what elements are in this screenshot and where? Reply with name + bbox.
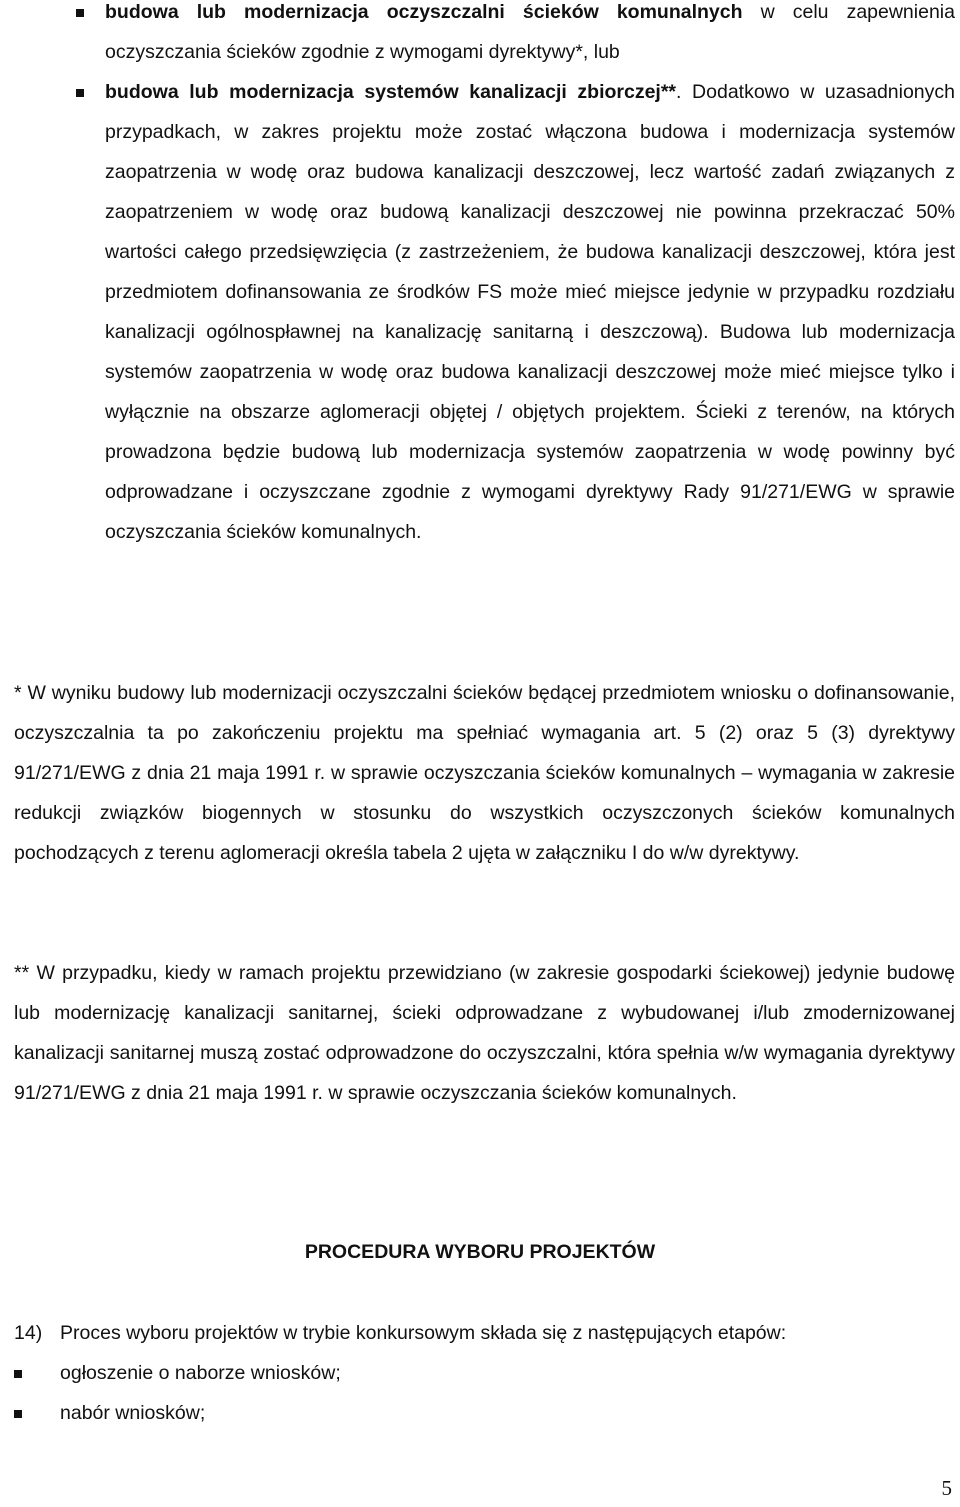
footnote-double-asterisk: ** W przypadku, kiedy w ramach projektu przewidziano (w zakresie gospodarki ściekowej) jedynie budowę lub modernizację kanalizacji sanitarnej, ścieki odprowadzane z wybudowanej i/lub zmodernizowanej kanalizacji sanitarnej muszą zostać odprowadzone do oczyszczalni, która spełnia w/w wymagania dyrektywy 91/271/EWG z dnia 21 maja 1991 r. w sprawie oczyszczania ścieków komunalnych. — [14, 962, 955, 1104]
stage-item-2: nabór wniosków; — [60, 1402, 206, 1424]
bullet-item-2-text: . Dodatkowo w uzasadnionych przypadkach, w zakres projektu może zostać włączona budowa i modernizacja systemów zaopatrzenia w wodę oraz budowa kanalizacji deszczowej, lecz wartość zadań związanych z zaopatrzeniem w wodę oraz budową kanalizacji deszczowej nie powinna przekraczać 50% wartości całego przedsięwzięcia (z zastrzeżeniem, że budowa kanalizacji deszczowej, która jest przedmiotem dofinansowania ze środków FS może mieć miejsce jedynie w przypadku rozdziału kanalizacji ogólnospławnej na kanalizację sanitarną i deszczową). Budowa lub modernizacja systemów zaopatrzenia w wodę oraz budowa kanalizacji deszczowej może mieć miejsce tylko i wyłącznie na obszarze aglomeracji objętej / objętych projektem. Ścieki z terenów, na których prowadzona będzie budową lub modernizacja systemów zaopatrzenia w wodę powinny być odprowadzane i oczyszczane zgodnie z wymogami dyrektywy Rady 91/271/EWG w sprawie oczyszczania ścieków komunalnych. — [105, 81, 956, 543]
page-number: 5 — [941, 1476, 952, 1500]
point-14-number: 14) — [14, 1322, 43, 1344]
bullet-item-1-bold: budowa lub modernizacja oczyszczalni ścieków komunalnych — [105, 1, 743, 23]
section-heading: PROCEDURA WYBORU PROJEKTÓW — [304, 1241, 656, 1263]
bullet-item-1-text: w celu zapewnienia oczyszczania ścieków zgodnie z wymogami dyrektywy*, lub — [105, 1, 955, 63]
bullet-item-1 — [105, 0, 955, 72]
point-14-text: Proces wyboru projektów w trybie konkursowym składa się z następujących etapów: — [60, 1322, 787, 1344]
stage-item-1: ogłoszenie o naborze wniosków; — [60, 1362, 341, 1384]
footnote-single-asterisk: * W wyniku budowy lub modernizacji oczyszczalni ścieków będącej przedmiotem wniosku o dofinansowanie, oczyszczalnia ta po zakończeniu projektu ma spełniać wymagania art. 5 (2) oraz 5 (3) dyrektywy 91/271/EWG z dnia 21 maja 1991 r. w sprawie oczyszczania ścieków komunalnych – wymagania w zakresie redukcji związków biogennych w stosunku do wszystkich oczyszczonych ścieków komunalnych pochodzących z terenu aglomeracji określa tabela 2 ujęta w załączniku I do w/w dyrektywy. — [14, 682, 955, 864]
bullet-item-2 — [105, 72, 955, 552]
bullet-marker-2 — [76, 89, 84, 97]
bullet-item-2-bold: budowa lub modernizacja systemów kanalizacji zbiorczej** — [105, 81, 677, 103]
bullet-marker-1 — [76, 9, 84, 17]
stage-bullet-2 — [14, 1410, 22, 1418]
stage-bullet-1 — [14, 1370, 22, 1378]
